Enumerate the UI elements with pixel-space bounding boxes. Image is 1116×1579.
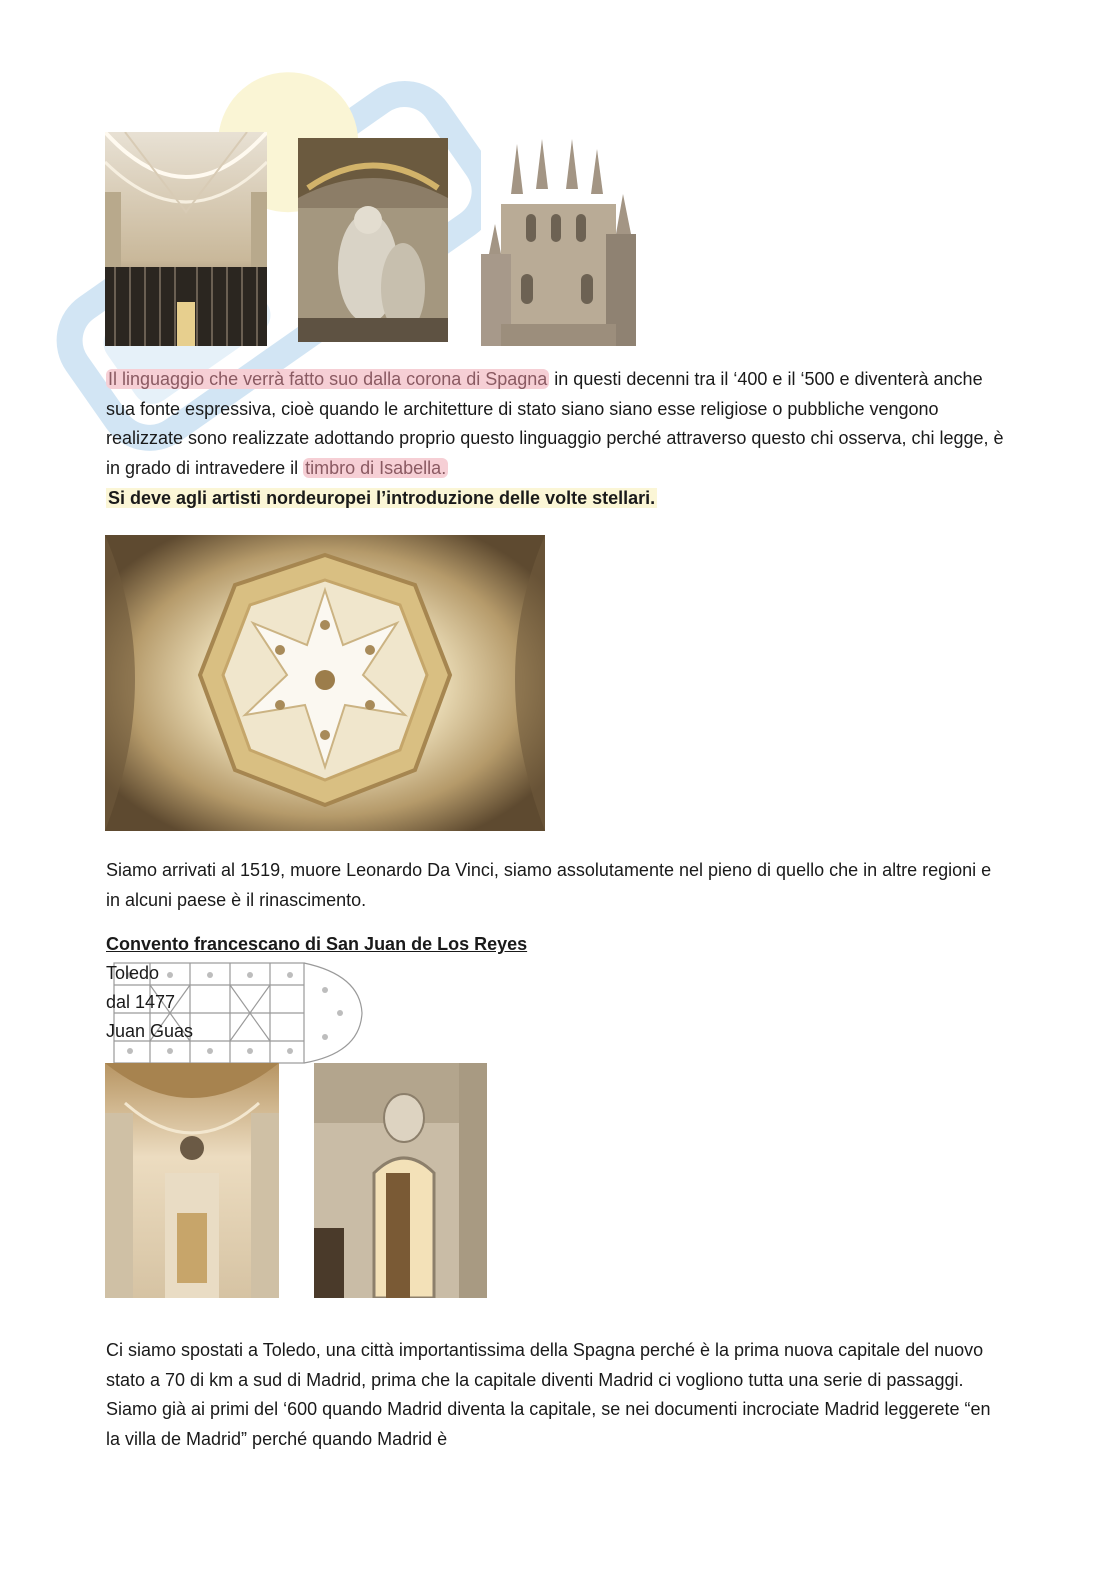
paragraph-linguaggio-text: in questi decenni tra il ‘400 e il ‘500 e diventerà anche sua fonte espressiva, cioè quando le architetture di stato siano siano esse religiose o pubbliche vengono realizzate sono realizzate adottando proprio questo linguaggio perché attraverso questo chi osserva, chi legge, è in grado di intravedere il <box>106 369 1004 478</box>
paragraph-toledo: Ci siamo spostati a Toledo, una città importantissima della Spagna perché è la prima nuova capitale del nuovo stato a 70 di km a sud di Madrid, prima che la capitale diventi Madrid ci vogliono tutta una serie di passaggi. Siamo già ai primi del ‘600 quando Madrid diventa la capitale, se nei documenti incrociate Madrid leggerete “en la villa de Madrid” perché quando Madrid è <box>106 1340 991 1449</box>
convento-city: Toledo <box>106 963 160 983</box>
highlight-corona: Il linguaggio che verrà fatto suo dalla corona di Spagna <box>108 369 548 389</box>
bold-statement <box>106 484 1006 514</box>
paragraph-1519: Siamo arrivati al 1519, muore Leonardo Da Vinci, siamo assolutamente nel pieno di quello che in altre regioni e in alcuni paese è il rinascimento. <box>106 860 992 910</box>
san-juan-portal-photo <box>314 1063 487 1298</box>
highlight-timbro: timbro di Isabella. <box>305 457 447 478</box>
star-vault-photo <box>105 535 545 831</box>
gothic-nave-interior-photo <box>105 132 267 346</box>
convento-date: dal 1477 <box>106 992 176 1012</box>
san-juan-nave-photo <box>105 1063 279 1298</box>
bold-statement-text: Si deve agli artisti nordeuropei l’introduzione delle volte stellari. <box>108 488 656 508</box>
convento-architect: Juan Guas <box>106 1021 194 1041</box>
tomb-sculpture-photo <box>298 138 448 342</box>
paragraph-linguaggio <box>106 365 1006 483</box>
cathedral-exterior-photo <box>481 134 636 346</box>
convento-title: Convento francescano di San Juan de Los Reyes <box>106 934 528 954</box>
convento-section <box>106 930 1006 1046</box>
